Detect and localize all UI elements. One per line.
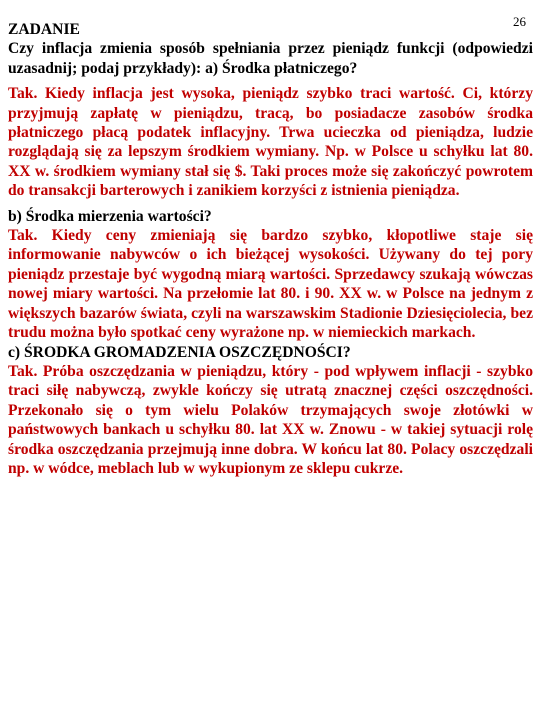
question-intro: Czy inflacja zmienia sposób spełniania przez pieniądz funkcji (odpowiedzi uzasadnij; podaj przykłady): a) Środka płatniczego?: [8, 40, 533, 77]
answer-b: Tak. Kiedy ceny zmieniają się bardzo szybko, kłopotliwe staje się informowanie nabywców o ich bieżącej wysokości. Używany do tej pory pieniądz przestaje być wygodną miarą wartości. Sprzedawcy szukają wówczas nowej miary wartości. Na przełomie lat 80. i 90. XX w. w Polsce na jednym z większych bazarów świata, czyli na warszawskim Stadionie Dziesięciolecia, bez trudu można było spotkać ceny wyrażone np. w niemieckich markach.: [8, 227, 533, 342]
answer-a: Tak. Kiedy inflacja jest wysoka, pieniądz szybko traci wartość. Ci, którzy przyjmują zapłatę w pieniądzu, tracą, bo posiadacze zasobów środka płatniczego płacą podatek inflacyjny. Trwa ucieczka od pieniądza, ludzie rozglądają się za lepszym środkiem wymiany. Np. w Polsce u schyłku lat 80. XX w. środkiem wymiany stał się $. Taki proces może się zakończyć powrotem do transakcji barterowych i zanikiem korzyści z istnienia pieniądza.: [8, 85, 533, 200]
heading: ZADANIE: [8, 21, 80, 38]
page-number: 26: [513, 14, 526, 29]
question-b: b) Środka mierzenia wartości?: [8, 207, 212, 225]
document-body: [8, 20, 533, 478]
answer-c: Tak. Próba oszczędzania w pieniądzu, który - pod wpływem inflacji - szybko traci siłę nabywczą, zwykle kończy się utratą znacznej części oszczędności. Przekonało się o tym wielu Polaków trzymających swoje złotówki w państwowych bankach u schyłku 80. lat XX w. Znowu - w takiej sytuacji rolę środka oszczędzania przejmują inne dobra. W końcu lat 80. Polacy oszczędzali np. w wódce, meblach lub w wykupionym ze sklepu cukrze.: [8, 362, 533, 477]
question-block: [8, 20, 533, 78]
question-c: c) ŚRODKA GROMADZENIA OSZCZĘDNOŚCI?: [8, 343, 351, 361]
